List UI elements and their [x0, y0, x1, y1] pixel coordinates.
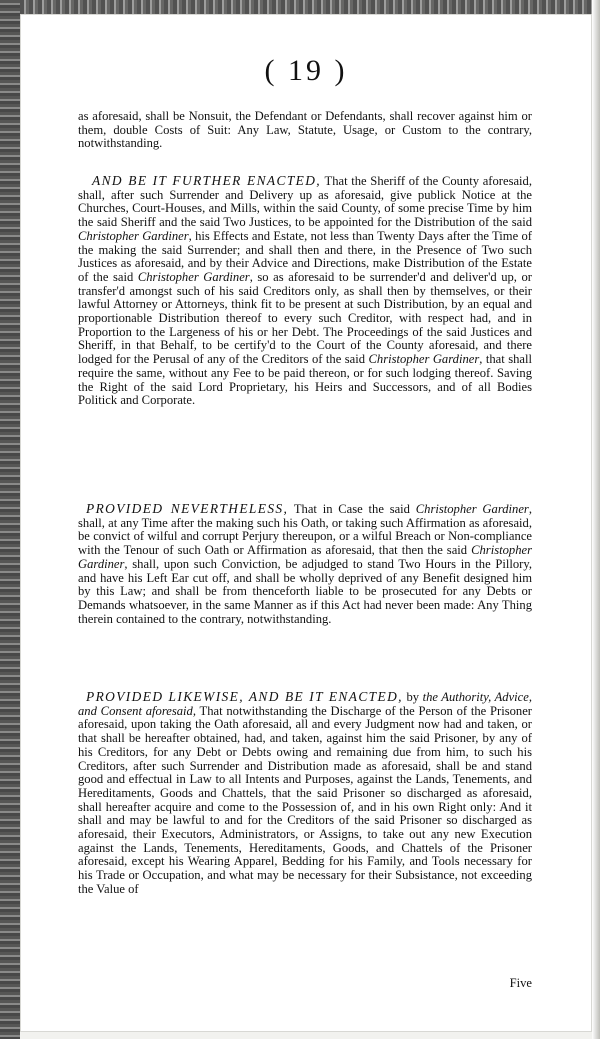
- document-page: [20, 14, 592, 1032]
- paragraph-text: That in Case the said: [288, 502, 416, 516]
- paragraph-further-enacted: [78, 174, 532, 408]
- section-heading: AND BE IT FURTHER ENACTED,: [92, 173, 322, 188]
- paragraph-text: , so as aforesaid to be surrender'd and deliver'd up, or transfer'd amongst such of his said Creditors only, as shall then by themselves, or their lawful Attorney or Attorneys, think fit to be present at such Distribution, by an equal and proportionable Distribution thereof to every such Creditor, with respect had, and in Proportion to the Largeness of his or her Debt. The Proceedings of the said Justices and Sheriff, in that Behalf, to be certify'd to the Court of the County aforesaid, and there lodged for the Perusal of any of the Creditors of the said: [78, 269, 532, 367]
- paragraph-text: That the Sheriff of the County aforesaid, shall, after such Surrender and Delivery up as aforesaid, give publick Notice at the Churches, Court-Houses, and Mills, within the said County, of some precise Time by him the said Sheriff and the said Two Justices, to be appointed for the Distribution of the said: [78, 174, 533, 230]
- section-heading: PROVIDED NEVERTHELESS,: [86, 501, 289, 516]
- paragraph-text: by: [402, 690, 423, 704]
- section-heading: PROVIDED LIKEWISE, AND BE IT ENACTED,: [86, 689, 403, 704]
- person-name: Christopher Gardiner: [78, 543, 532, 571]
- scan-edge-left: [0, 0, 20, 1039]
- scan-edge-right: [592, 0, 600, 1039]
- paragraph-text: , his Effects and Estate, not less than Twenty Days after the Time of the making the said Surrender; and shall then and there, in the Presence of Two such Justices as aforesaid, and by their Advice and Directions, make Distribution of the Estate of the said: [78, 228, 533, 284]
- paragraph-continued: [78, 110, 532, 151]
- page-number: ( 19 ): [264, 54, 348, 87]
- authority-phrase: the Authority, Advice, and Consent aforesaid,: [78, 690, 532, 718]
- person-name: Christopher Gardiner: [137, 269, 250, 284]
- person-name: Christopher Gardiner: [368, 352, 480, 367]
- paragraph-text: That notwithstanding the Discharge of the Person of the Prisoner aforesaid, upon taking the Oath aforesaid, all and every Judgment now had and taken, or that shall be hereafter obtained, had, and taken, against him the said Prisoner, by any of his Creditors, for any Debt or Debts owing and remaining due from him, to such his Creditors, after such Surrender and Distribution made as aforesaid, shall be and stand good and effectual in Law to all Intents and Purposes, against the Lands, Tenements, and Hereditaments, Goods and Chattels, that the said Prisoner so discharged as aforesaid, shall hereafter acquire and come to the Possession of, and in his own Right only: And it shall and may be lawful to and for the Creditors of the said Prisoner so discharged as aforesaid, their Executors, Administrators, or Assigns, to take out any new Execution against the Lands, Tenements, Hereditaments, Goods, and Chattels of the Prisoner aforesaid, except his Wearing Apparel, Bedding for his Family, and Tools necessary for his Trade or Occupation, and what may be necessary for their Subsistance, not exceeding the Value of: [78, 703, 532, 896]
- person-name: Christopher Gardiner: [415, 502, 529, 516]
- paragraph-text: , that shall require the same, without any Fee to be paid thereon, or for such lodging thereof. Saving the Right of the said Lord Proprietary, his Heirs and Successors, and of all Bodies Politick and Corporate.: [78, 352, 532, 408]
- catchword: Five: [509, 976, 532, 990]
- paragraph-text: , shall, at any Time after the making such his Oath, or taking such Affirmation as aforesaid, be convict of wilful and corrupt Perjury thereupon, or a wilful Breach or Non-compliance with the Tenour of such Oath or Affirmation as aforesaid, that then the said: [78, 502, 532, 558]
- paragraph-text: as aforesaid, shall be Nonsuit, the Defendant or Defendants, shall recover against him or them, double Costs of Suit: Any Law, Statute, Usage, or Custom to the contrary, notwithstanding.: [78, 109, 532, 151]
- person-name: Christopher Gardiner: [78, 228, 189, 243]
- paragraph-provided-nevertheless: [78, 502, 532, 626]
- paragraph-provided-likewise: [78, 690, 532, 897]
- scan-edge-top: [20, 0, 600, 14]
- paragraph-text: , shall, upon such Conviction, be adjudged to stand Two Hours in the Pillory, and have his Left Ear cut off, and shall be wholly deprived of any Benefit designed him by this Law; and shall be from thenceforth liable to be prosecuted for any Debts or Demands whatsoever, in the same Manner as if this Act had never been made: Any Thing therein contained to the contrary, notwithstanding.: [78, 556, 532, 626]
